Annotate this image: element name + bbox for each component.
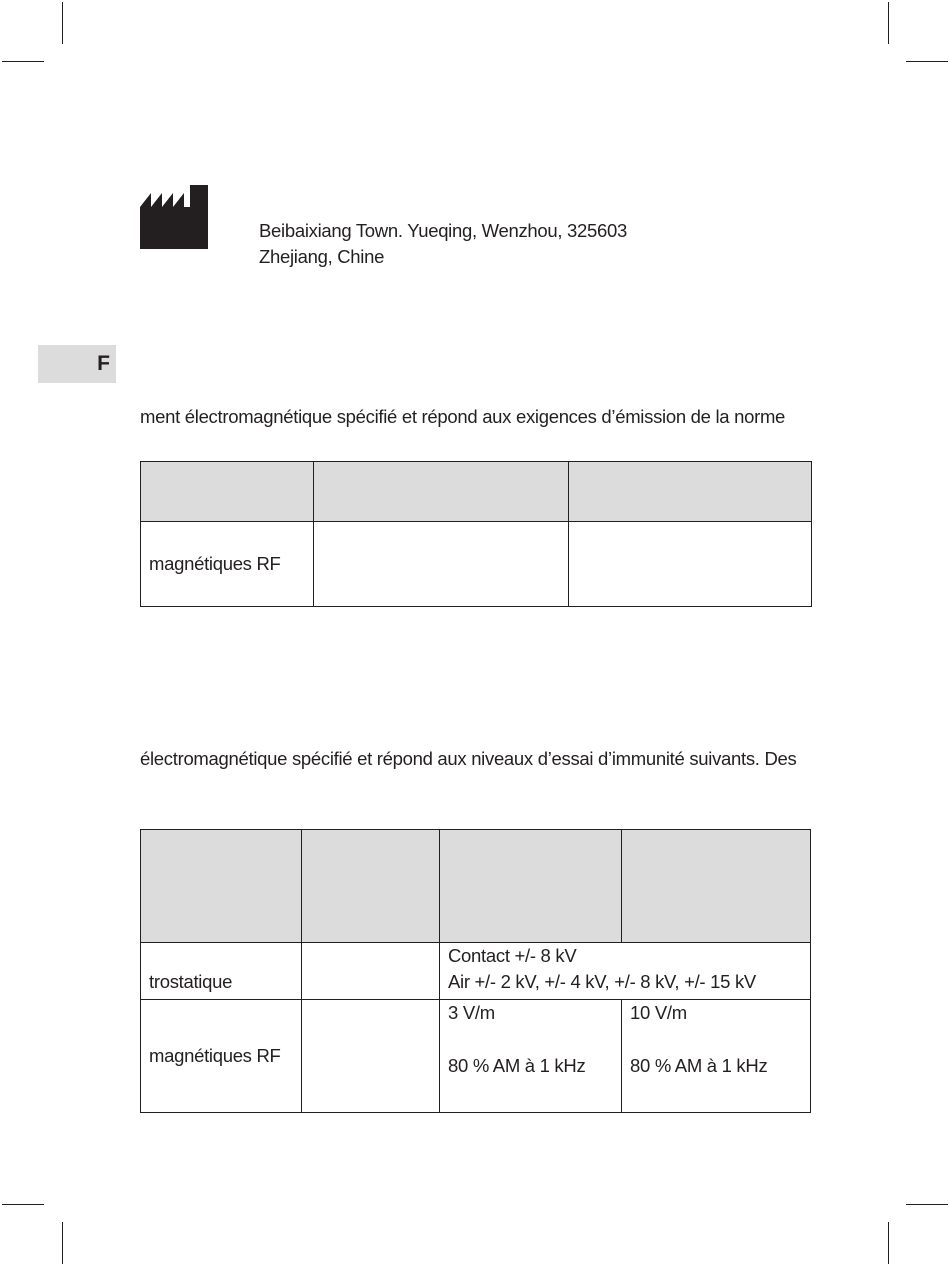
- table-header-cell: [440, 830, 622, 943]
- crop-mark: [62, 1222, 63, 1264]
- immunity-intro-text: électromagnétique spécifié et répond aux niveaux d’essai d’immunité suivants. Des: [140, 748, 797, 769]
- table-cell: magnétiques RF: [141, 1000, 302, 1113]
- table-header-row: [141, 830, 811, 943]
- crop-mark: [2, 1204, 44, 1205]
- table-row: [141, 522, 812, 607]
- table-cell: [302, 943, 440, 1000]
- table-row: [141, 1000, 811, 1113]
- table-cell: magnétiques RF: [141, 522, 314, 607]
- table-header-cell: [314, 462, 569, 522]
- crop-mark: [906, 61, 948, 62]
- crop-mark: [906, 1204, 948, 1205]
- modulation-value: 80 % AM à 1 kHz: [630, 1055, 768, 1076]
- field-strength-value: 3 V/m: [448, 1002, 495, 1023]
- table-header-cell: [622, 830, 811, 943]
- language-tab: [38, 345, 116, 383]
- language-tab-label: F: [97, 352, 110, 375]
- table-header-cell: [569, 462, 812, 522]
- table-cell: trostatique: [141, 943, 302, 1000]
- test-level-air: Air +/- 2 kV, +/- 4 kV, +/- 8 kV, +/- 15 kV: [448, 971, 756, 992]
- manufacturer-address-line1: Beibaixiang Town. Yueqing, Wenzhou, 325603: [259, 220, 627, 241]
- table-header-cell: [141, 830, 302, 943]
- table-cell: [302, 1000, 440, 1113]
- table-cell: [569, 522, 812, 607]
- field-strength-value: 10 V/m: [630, 1002, 687, 1023]
- table-header-cell: [302, 830, 440, 943]
- table-cell: [314, 522, 569, 607]
- table-row: [141, 943, 811, 1000]
- table-cell: [622, 1000, 811, 1113]
- table-cell: [440, 943, 811, 1000]
- test-level-contact: Contact +/- 8 kV: [448, 945, 577, 966]
- manufacturer-address-line2: Zhejiang, Chine: [259, 246, 385, 267]
- manufacturer-icon: [140, 185, 208, 249]
- emission-table: [140, 461, 812, 607]
- table-header-cell: [141, 462, 314, 522]
- modulation-value: 80 % AM à 1 kHz: [448, 1055, 586, 1076]
- table-header-row: [141, 462, 812, 522]
- crop-mark: [888, 1222, 889, 1264]
- crop-mark: [62, 2, 63, 44]
- table-cell: [440, 1000, 622, 1113]
- crop-mark: [2, 61, 44, 62]
- immunity-table: [140, 829, 811, 1113]
- emission-intro-text: ment électromagnétique spécifié et répond aux exigences d’émission de la norme: [140, 406, 786, 427]
- crop-mark: [888, 2, 889, 44]
